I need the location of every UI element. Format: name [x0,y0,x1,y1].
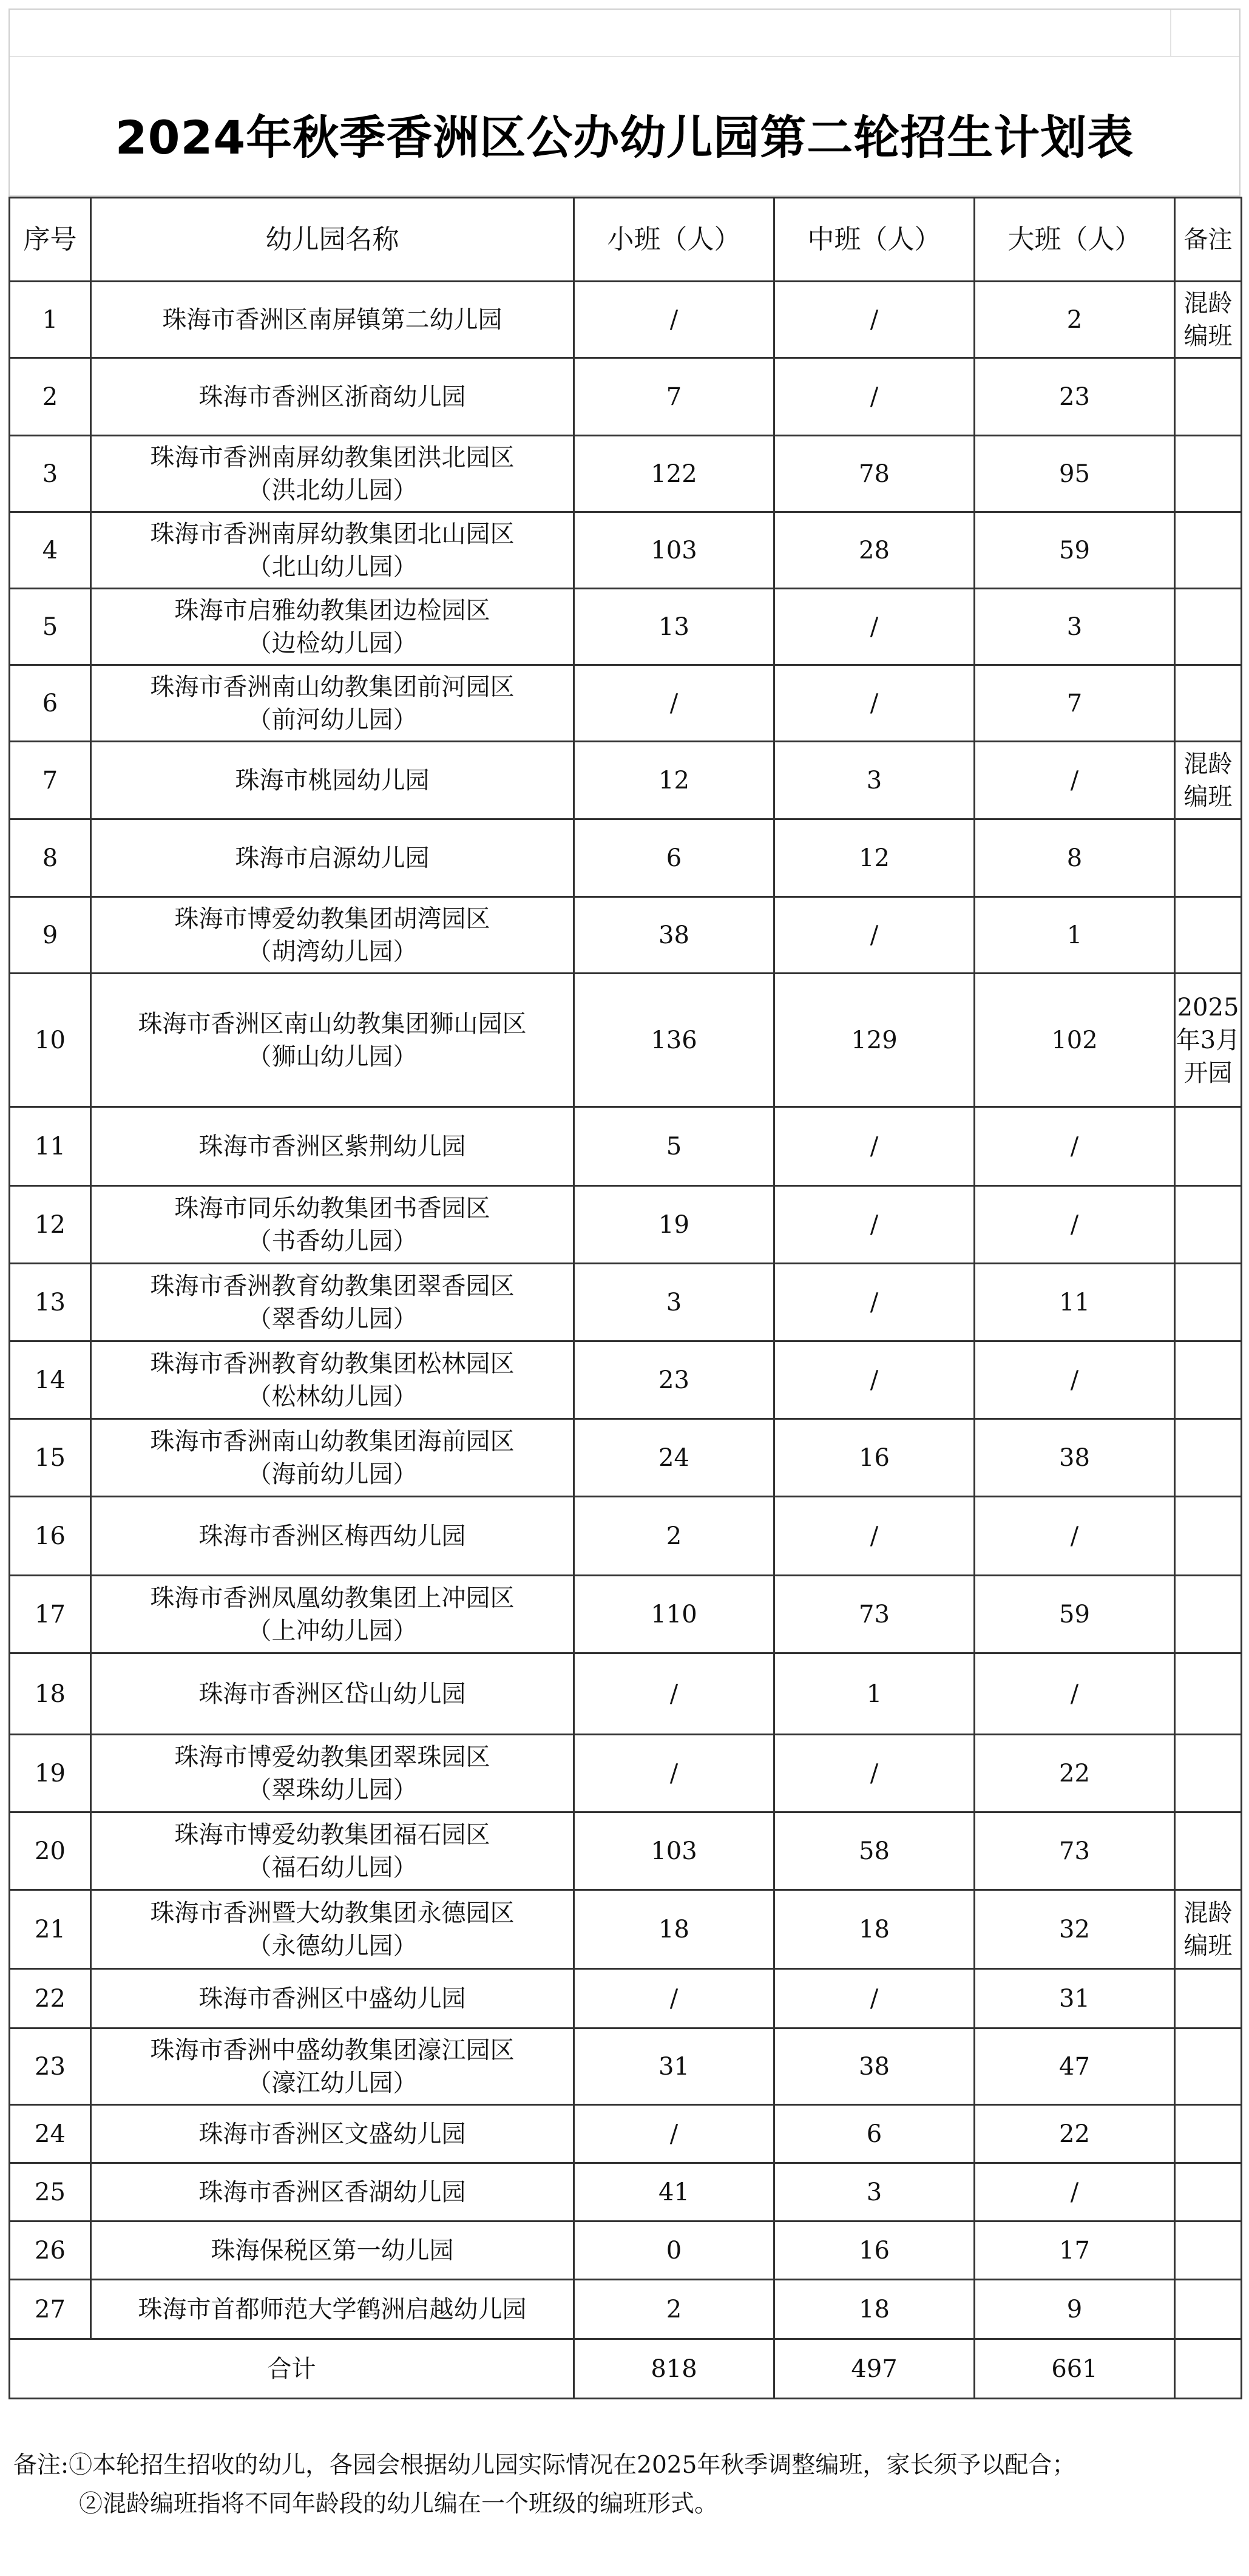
row-index: 19 [10,1735,91,1812]
middle-class-count: / [774,897,975,974]
small-class-count: 24 [574,1419,774,1497]
row-index: 17 [10,1576,91,1653]
row-note [1175,1186,1242,1264]
small-class-count: / [574,1969,774,2029]
kindergarten-name: 珠海市桃园幼儿园 [91,742,574,819]
small-class-count: / [574,665,774,742]
name-subline: （北山幼儿园） [247,552,418,581]
middle-class-count: 129 [774,974,975,1107]
small-class-count: 12 [574,742,774,819]
row-note [1175,1264,1242,1341]
name-subline: （濠江幼儿园） [247,2069,418,2097]
small-class-count: 110 [574,1576,774,1653]
large-class-count: 59 [975,512,1175,589]
table-row [10,358,1242,436]
kindergarten-name: 珠海市香洲区香湖幼儿园 [91,2163,574,2222]
small-class-count: / [574,1735,774,1812]
large-class-count: 8 [975,819,1175,897]
small-class-count: / [574,282,774,358]
large-class-count: 11 [975,1264,1175,1341]
enrollment-plan-table [8,197,1242,2399]
small-class-count: 2 [574,1497,774,1576]
page-title: 2024年秋季香洲区公办幼儿园第二轮招生计划表 [115,110,1134,164]
small-class-count: 2 [574,2280,774,2339]
row-note [1175,358,1242,436]
table-row [10,512,1242,589]
large-class-count: / [975,1107,1175,1186]
row-note [1175,1419,1242,1497]
large-class-count: 2 [975,282,1175,358]
table-row [10,2280,1242,2339]
large-class-count: 47 [975,2029,1175,2105]
middle-class-count: 3 [774,2163,975,2222]
total-label: 合计 [10,2339,574,2399]
row-note [1175,1341,1242,1419]
kindergarten-name [91,1812,574,1890]
name-line: 珠海市香洲区南山幼教集团狮山园区 [138,1009,527,1038]
middle-class-count: 73 [774,1576,975,1653]
kindergarten-name: 珠海市香洲区岱山幼儿园 [91,1653,574,1735]
middle-class-count: / [774,1186,975,1264]
small-class-count: 5 [574,1107,774,1186]
middle-class-count: / [774,282,975,358]
small-class-count: 0 [574,2222,774,2280]
middle-class-count: / [774,1341,975,1419]
table-row [10,1735,1242,1812]
table-row [10,282,1242,358]
table-row [10,2163,1242,2222]
name-subline: （上冲幼儿园） [247,1616,418,1645]
header-small-class: 小班（人） [574,198,774,282]
kindergarten-name: 珠海保税区第一幼儿园 [91,2222,574,2280]
table-row [10,2105,1242,2163]
large-class-count: 22 [975,2105,1175,2163]
small-class-count: 18 [574,1890,774,1969]
name-line: 珠海市博爱幼教集团胡湾园区 [174,904,490,933]
row-note [1175,2029,1242,2105]
row-note [1175,589,1242,665]
faint-gridline [1170,10,1171,56]
row-note [1175,512,1242,589]
total-small: 818 [574,2339,774,2399]
large-class-count: 9 [975,2280,1175,2339]
kindergarten-name [91,1341,574,1419]
small-class-count: 103 [574,512,774,589]
name-subline: （松林幼儿园） [247,1382,418,1411]
table-row [10,1107,1242,1186]
kindergarten-name [91,1186,574,1264]
small-class-count: 136 [574,974,774,1107]
name-line: 珠海市香洲凤凰幼教集团上冲园区 [150,1584,515,1612]
name-subline: （洪北幼儿园） [247,476,418,504]
row-note [1175,1812,1242,1890]
kindergarten-name [91,1576,574,1653]
name-line: 珠海市同乐幼教集团书香园区 [174,1194,490,1222]
table-row [10,1969,1242,2029]
name-line: 珠海市香洲南山幼教集团前河园区 [150,673,515,701]
kindergarten-name [91,974,574,1107]
name-line: 珠海市香洲南屏幼教集团洪北园区 [150,443,515,472]
header-large-class: 大班（人） [975,198,1175,282]
middle-class-count: 58 [774,1812,975,1890]
name-line: 珠海市博爱幼教集团福石园区 [174,1820,490,1849]
name-line: 珠海市博爱幼教集团翠珠园区 [174,1743,490,1771]
kindergarten-name [91,1735,574,1812]
small-class-count: 3 [574,1264,774,1341]
large-class-count: 32 [975,1890,1175,1969]
middle-class-count: 18 [774,1890,975,1969]
row-index: 16 [10,1497,91,1576]
large-class-count: 59 [975,1576,1175,1653]
footnote-line-1: 备注:①本轮招生招收的幼儿，各园会根据幼儿园实际情况在2025年秋季调整编班，家长须予以配合； [13,2452,1076,2479]
row-index: 2 [10,358,91,436]
kindergarten-name [91,512,574,589]
table-row [10,589,1242,665]
kindergarten-name [91,589,574,665]
small-class-count: / [574,1653,774,1735]
small-class-count: 19 [574,1186,774,1264]
row-note [1175,2222,1242,2280]
row-index: 14 [10,1341,91,1419]
table-row [10,819,1242,897]
total-large: 661 [975,2339,1175,2399]
middle-class-count: 18 [774,2280,975,2339]
table-row [10,1812,1242,1890]
row-index: 25 [10,2163,91,2222]
name-line: 珠海市香洲南山幼教集团海前园区 [150,1427,515,1456]
name-subline: （边检幼儿园） [247,629,418,657]
row-index: 9 [10,897,91,974]
row-index: 5 [10,589,91,665]
large-class-count: / [975,1341,1175,1419]
table-row [10,2222,1242,2280]
table-row [10,1419,1242,1497]
row-note [1175,819,1242,897]
table-row [10,1341,1242,1419]
row-index: 18 [10,1653,91,1735]
large-class-count: 73 [975,1812,1175,1890]
middle-class-count: 38 [774,2029,975,2105]
row-index: 7 [10,742,91,819]
table-row [10,1186,1242,1264]
row-index: 23 [10,2029,91,2105]
small-class-count: 122 [574,436,774,512]
name-subline: （福石幼儿园） [247,1853,418,1882]
header-index: 序号 [10,198,91,282]
total-note [1175,2339,1242,2399]
kindergarten-name: 珠海市香洲区文盛幼儿园 [91,2105,574,2163]
middle-class-count: / [774,1735,975,1812]
table-row [10,742,1242,819]
row-index: 27 [10,2280,91,2339]
row-index: 1 [10,282,91,358]
name-subline: （海前幼儿园） [247,1460,418,1488]
row-index: 21 [10,1890,91,1969]
middle-class-count: / [774,1969,975,2029]
kindergarten-name [91,2029,574,2105]
row-note [1175,2105,1242,2163]
name-line: 珠海市启雅幼教集团边检园区 [174,596,490,625]
small-class-count: 103 [574,1812,774,1890]
small-class-count: 23 [574,1341,774,1419]
row-index: 8 [10,819,91,897]
row-index: 10 [10,974,91,1107]
name-line: 珠海市香洲教育幼教集团松林园区 [150,1349,515,1378]
table-row [10,1890,1242,1969]
kindergarten-name [91,1264,574,1341]
large-class-count: 31 [975,1969,1175,2029]
middle-class-count: 1 [774,1653,975,1735]
large-class-count: / [975,1653,1175,1735]
row-note: 混龄编班 [1175,282,1242,358]
small-class-count: 31 [574,2029,774,2105]
row-note [1175,1576,1242,1653]
row-index: 6 [10,665,91,742]
small-class-count: 41 [574,2163,774,2222]
row-index: 13 [10,1264,91,1341]
name-line: 珠海市香洲暨大幼教集团永德园区 [150,1899,515,1927]
kindergarten-name: 珠海市香洲区中盛幼儿园 [91,1969,574,2029]
header-note: 备注 [1175,198,1242,282]
small-class-count: 7 [574,358,774,436]
name-line: 珠海市香洲南屏幼教集团北山园区 [150,520,515,548]
row-note [1175,1735,1242,1812]
row-index: 22 [10,1969,91,2029]
kindergarten-name [91,1419,574,1497]
small-class-count: 6 [574,819,774,897]
kindergarten-name [91,665,574,742]
table-header-row [10,198,1242,282]
small-class-count: / [574,2105,774,2163]
middle-class-count: 6 [774,2105,975,2163]
row-note [1175,897,1242,974]
row-index: 15 [10,1419,91,1497]
small-class-count: 13 [574,589,774,665]
row-index: 20 [10,1812,91,1890]
name-subline: （永德幼儿园） [247,1931,418,1960]
large-class-count: 23 [975,358,1175,436]
kindergarten-name: 珠海市香洲区紫荆幼儿园 [91,1107,574,1186]
row-index: 12 [10,1186,91,1264]
name-subline: （翠珠幼儿园） [247,1775,418,1804]
kindergarten-name: 珠海市香洲区浙商幼儿园 [91,358,574,436]
large-class-count: 3 [975,589,1175,665]
middle-class-count: / [774,1264,975,1341]
kindergarten-name: 珠海市启源幼儿园 [91,819,574,897]
row-index: 3 [10,436,91,512]
large-class-count: / [975,742,1175,819]
middle-class-count: 28 [774,512,975,589]
kindergarten-name: 珠海市香洲区梅西幼儿园 [91,1497,574,1576]
row-note [1175,1969,1242,2029]
middle-class-count: / [774,358,975,436]
table-row [10,1497,1242,1576]
row-index: 24 [10,2105,91,2163]
large-class-count: 38 [975,1419,1175,1497]
small-class-count: 38 [574,897,774,974]
kindergarten-name [91,897,574,974]
middle-class-count: 12 [774,819,975,897]
middle-class-count: / [774,665,975,742]
row-note: 2025年3月开园 [1175,974,1242,1107]
name-subline: （前河幼儿园） [247,705,418,734]
name-subline: （狮山幼儿园） [247,1042,418,1071]
header-name: 幼儿园名称 [91,198,574,282]
middle-class-count: / [774,1497,975,1576]
footnote-line-2: ②混龄编班指将不同年龄段的幼儿编在一个班级的编班形式。 [79,2490,719,2518]
table-row [10,665,1242,742]
name-subline: （书香幼儿园） [247,1227,418,1255]
row-note [1175,665,1242,742]
table-row [10,1653,1242,1735]
middle-class-count: 16 [774,1419,975,1497]
total-middle: 497 [774,2339,975,2399]
faint-gridline [10,56,1239,57]
middle-class-count: / [774,1107,975,1186]
kindergarten-name: 珠海市首都师范大学鹤洲启越幼儿园 [91,2280,574,2339]
row-note: 混龄编班 [1175,1890,1242,1969]
large-class-count: 102 [975,974,1175,1107]
kindergarten-name [91,1890,574,1969]
table-row [10,974,1242,1107]
name-line: 珠海市香洲中盛幼教集团濠江园区 [150,2036,515,2064]
large-class-count: / [975,2163,1175,2222]
large-class-count: 1 [975,897,1175,974]
middle-class-count: 16 [774,2222,975,2280]
row-note [1175,1497,1242,1576]
large-class-count: 7 [975,665,1175,742]
table-row [10,2029,1242,2105]
kindergarten-name: 珠海市香洲区南屏镇第二幼儿园 [91,282,574,358]
kindergarten-name [91,436,574,512]
table-row [10,1576,1242,1653]
row-note [1175,1107,1242,1186]
table-row [10,1264,1242,1341]
large-class-count: / [975,1497,1175,1576]
header-middle-class: 中班（人） [774,198,975,282]
large-class-count: / [975,1186,1175,1264]
document-sheet [8,8,1241,2402]
row-note [1175,2280,1242,2339]
footnote [13,2446,1075,2524]
large-class-count: 17 [975,2222,1175,2280]
title-area [8,8,1241,197]
middle-class-count: / [774,589,975,665]
middle-class-count: 3 [774,742,975,819]
name-line: 珠海市香洲教育幼教集团翠香园区 [150,1272,515,1300]
row-index: 4 [10,512,91,589]
row-index: 11 [10,1107,91,1186]
table-row [10,897,1242,974]
row-index: 26 [10,2222,91,2280]
large-class-count: 22 [975,1735,1175,1812]
middle-class-count: 78 [774,436,975,512]
row-note [1175,2163,1242,2222]
total-row [10,2339,1242,2399]
large-class-count: 95 [975,436,1175,512]
name-subline: （翠香幼儿园） [247,1304,418,1333]
row-note: 混龄编班 [1175,742,1242,819]
row-note [1175,1653,1242,1735]
name-subline: （胡湾幼儿园） [247,937,418,966]
row-note [1175,436,1242,512]
table-row [10,436,1242,512]
